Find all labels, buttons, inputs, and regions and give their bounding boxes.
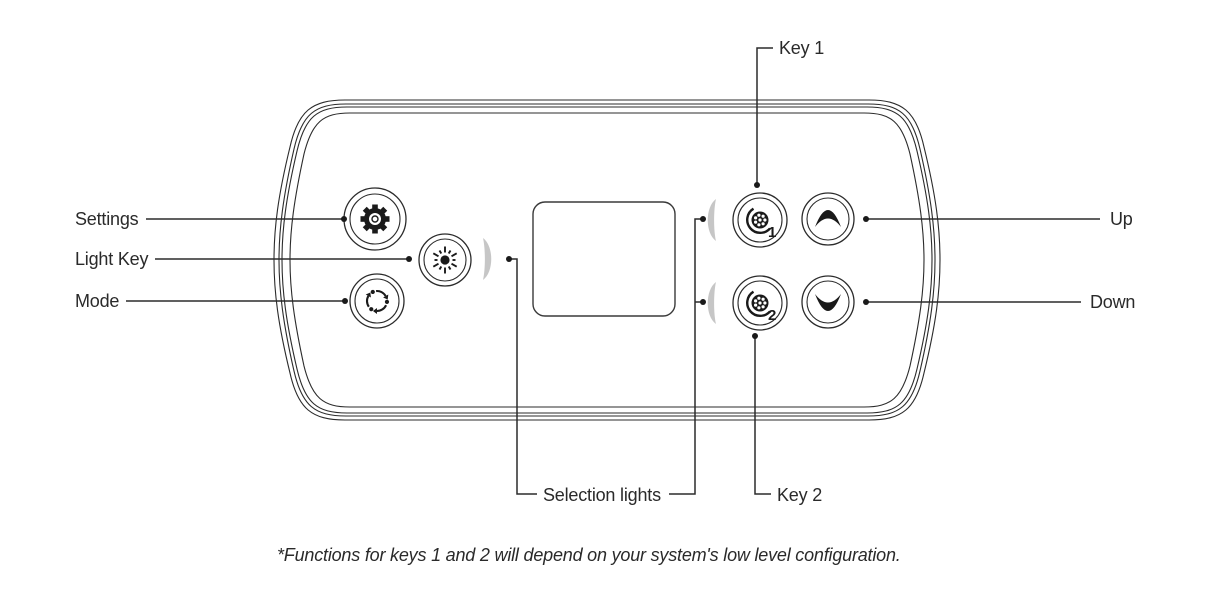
label-mode: Mode — [75, 291, 120, 311]
key2-badge: 2 — [768, 307, 777, 324]
label-key2: Key 2 — [777, 485, 823, 505]
gear-icon — [361, 205, 390, 234]
label-settings: Settings — [75, 209, 139, 229]
key1-button[interactable] — [733, 193, 787, 247]
mode-button[interactable] — [350, 274, 404, 328]
down-button[interactable] — [802, 276, 854, 328]
label-up: Up — [1110, 209, 1133, 229]
key2-button[interactable] — [733, 276, 787, 330]
selection-light-crescent — [708, 199, 716, 241]
footnote: *Functions for keys 1 and 2 will depend on your system's low level configuration. — [277, 545, 901, 565]
key1-badge: 1 — [768, 224, 777, 241]
callout-line-key2 — [755, 336, 771, 494]
light-button[interactable] — [419, 234, 471, 286]
label-down: Down — [1090, 292, 1136, 312]
selection-light-crescent — [708, 282, 716, 324]
settings-button[interactable] — [344, 188, 406, 250]
label-light-key: Light Key — [75, 249, 149, 269]
up-button[interactable] — [802, 193, 854, 245]
callout-line-key1 — [757, 48, 773, 185]
lcd-screen — [533, 202, 675, 316]
label-key1: Key 1 — [779, 38, 825, 58]
selection-light-crescent — [483, 238, 491, 280]
label-selection-lights: Selection lights — [543, 485, 661, 505]
